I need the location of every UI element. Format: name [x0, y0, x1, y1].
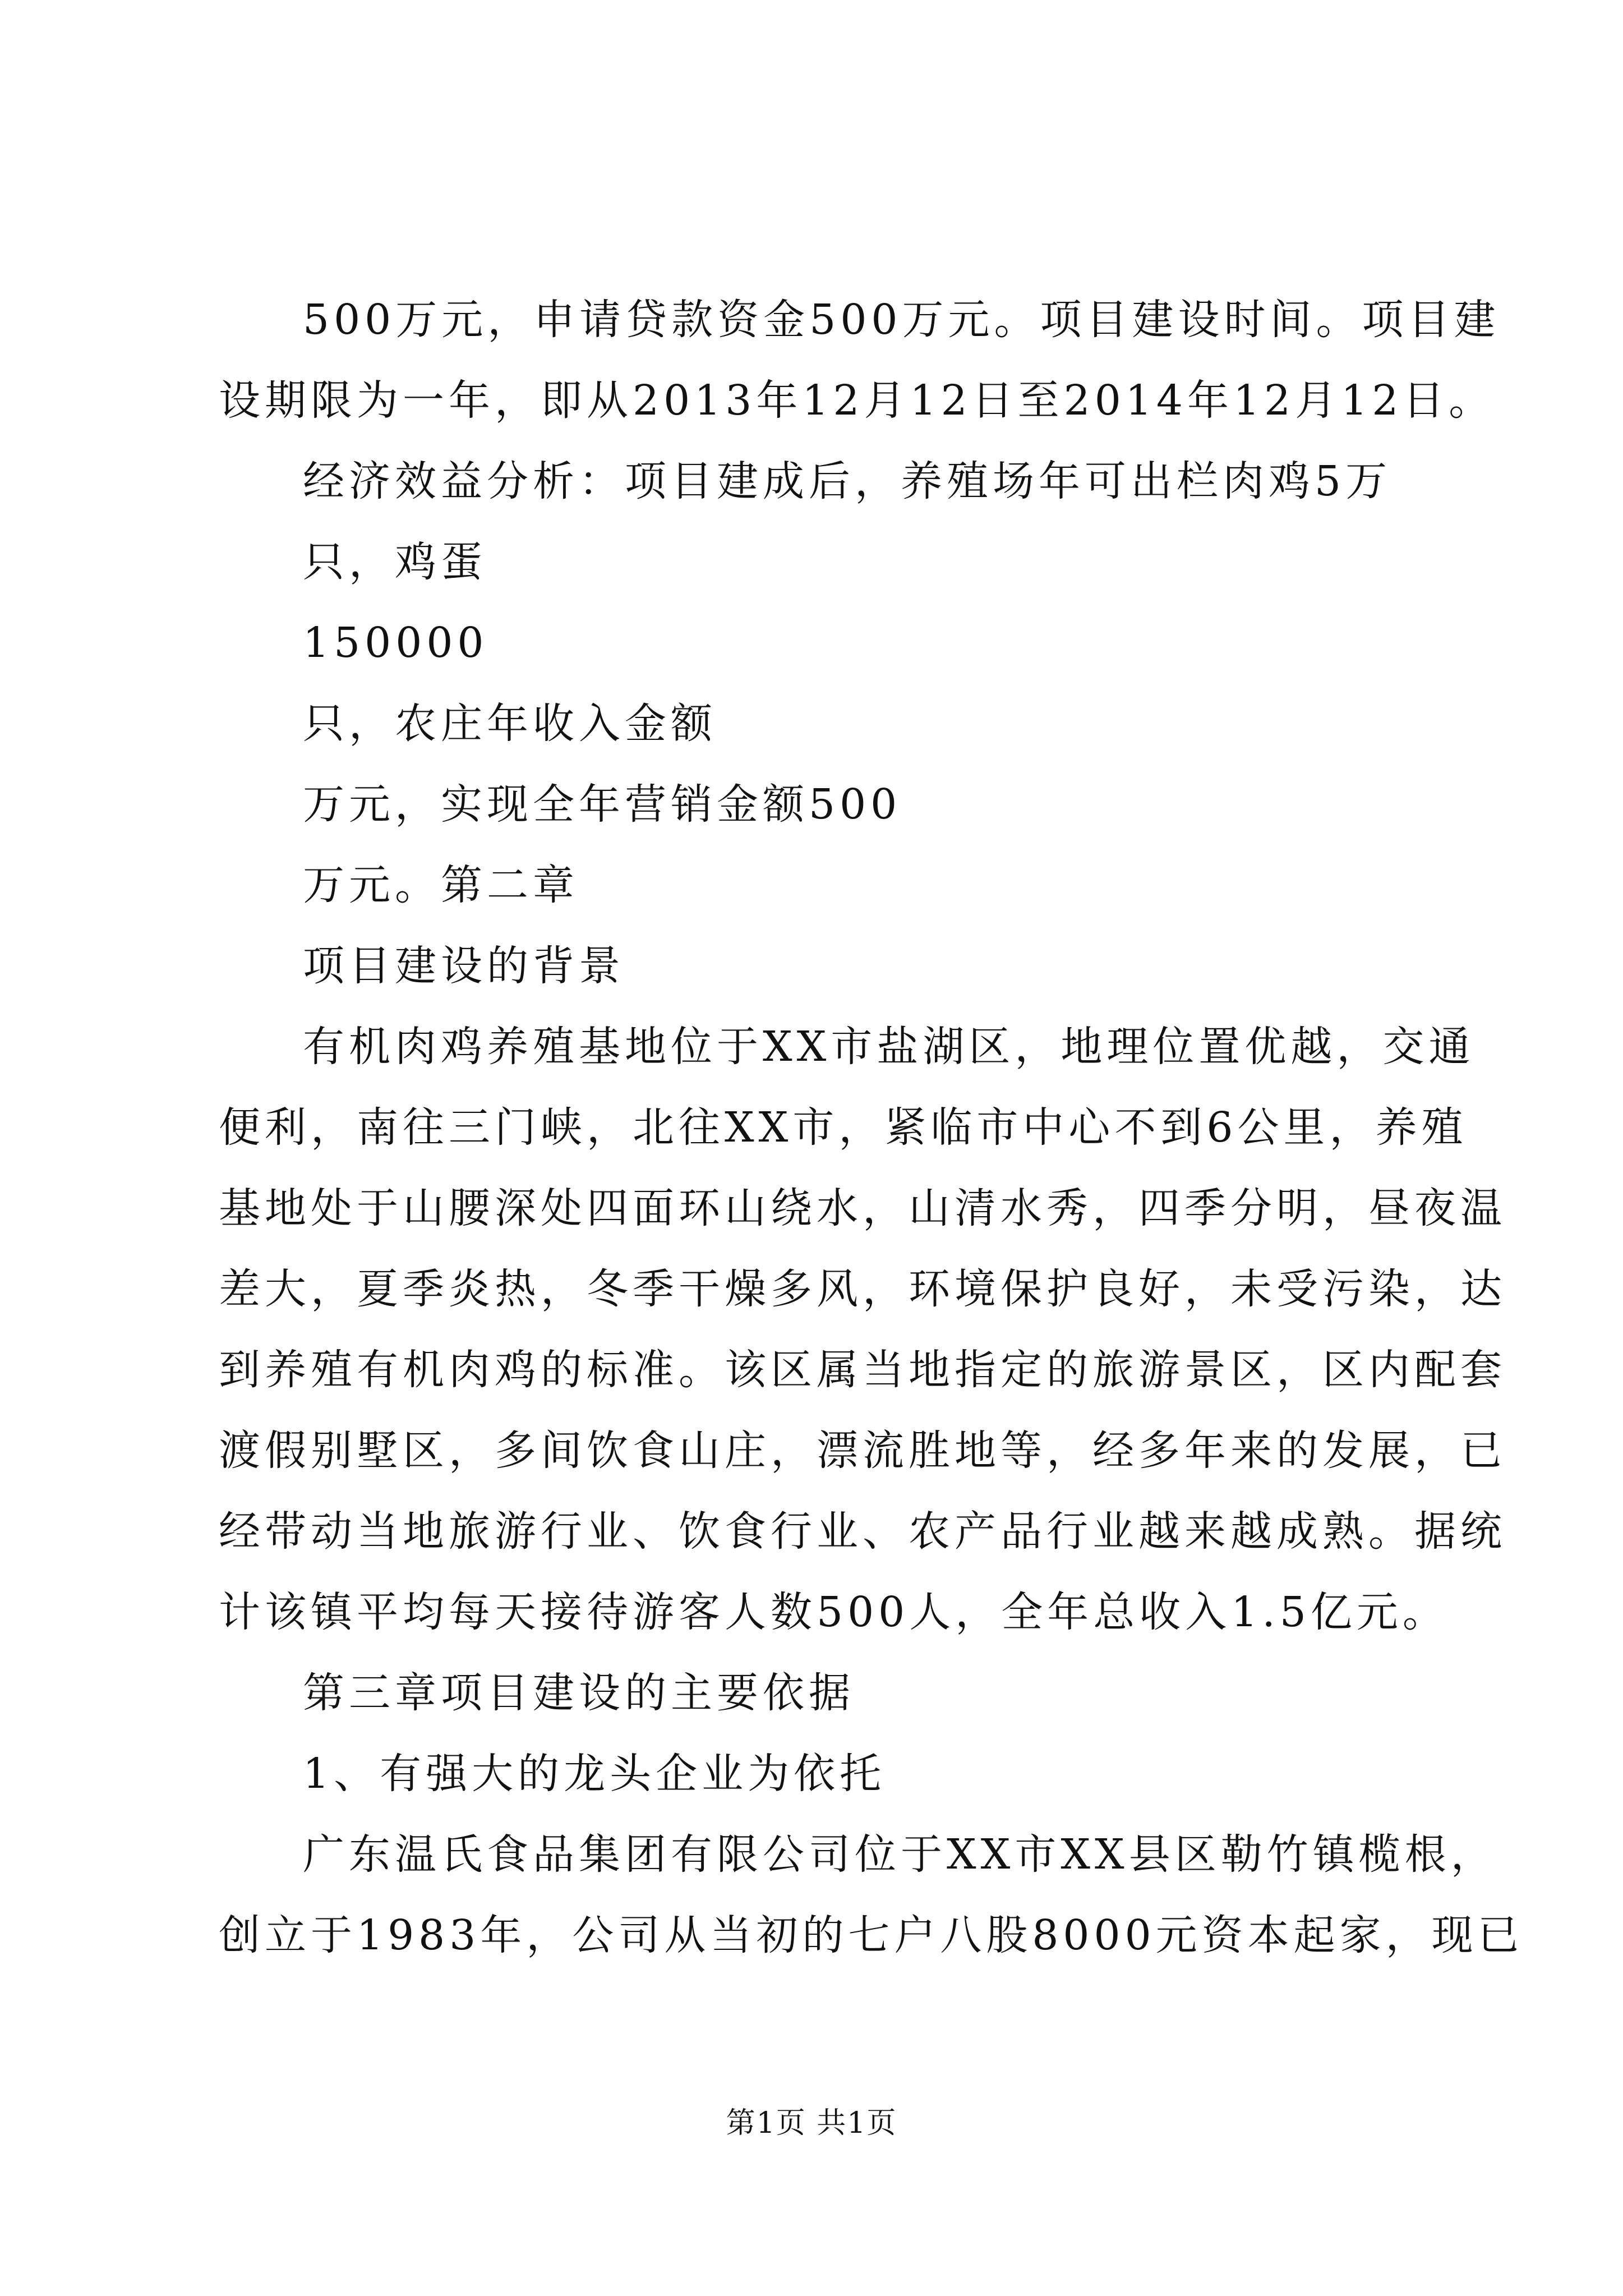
text-line-6: 只，农庄年收入金额 [303, 700, 717, 748]
text-line-14: 到养殖有机肉鸡的标准。该区属当地指定的旅游景区，区内配套 [219, 1346, 1506, 1394]
text-line-13: 差大，夏季炎热，冬季干燥多风，环境保护良好，未受污染，达 [219, 1265, 1506, 1313]
page-footer: 第1页 共1页 [726, 2106, 897, 2140]
text-line-12: 基地处于山腰深处四面环山绕水，山清水秀，四季分明，昼夜温 [219, 1184, 1506, 1232]
text-line-5: 150000 [303, 619, 488, 667]
text-line-17: 计该镇平均每天接待游客人数500人，全年总收入1.5亿元。 [219, 1588, 1449, 1636]
text-line-3: 经济效益分析：项目建成后，养殖场年可出栏肉鸡5万 [303, 457, 1392, 505]
text-line-8: 万元。第二章 [303, 861, 579, 909]
text-line-15: 渡假别墅区，多间饮食山庄，漂流胜地等，经多年来的发展，已 [219, 1427, 1506, 1475]
text-line-10: 有机肉鸡养殖基地位于XX市盐湖区，地理位置优越，交通 [303, 1023, 1475, 1071]
text-line-20: 广东温氏食品集团有限公司位于XX市XX县区勒竹镇榄根， [303, 1830, 1497, 1879]
text-line-1: 500万元，申请贷款资金500万元。项目建设时间。项目建 [303, 296, 1500, 344]
text-line-7: 万元，实现全年营销金额500 [303, 780, 902, 829]
text-line-21: 创立于1983年，公司从当初的七户八股8000元资本起家，现已 [219, 1911, 1524, 1959]
text-line-19: 1、有强大的龙头企业为依托 [303, 1750, 886, 1798]
text-line-9: 项目建设的背景 [303, 942, 625, 990]
text-line-18: 第三章项目建设的主要依据 [303, 1669, 855, 1717]
text-line-11: 便利，南往三门峡，北往XX市，紧临市中心不到6公里，养殖 [219, 1103, 1468, 1152]
text-line-16: 经带动当地旅游行业、饮食行业、农产品行业越来越成熟。据统 [219, 1507, 1506, 1556]
text-line-4: 只，鸡蛋 [303, 538, 487, 586]
text-line-2: 设期限为一年，即从2013年12月12日至2014年12月12日。 [219, 376, 1495, 425]
